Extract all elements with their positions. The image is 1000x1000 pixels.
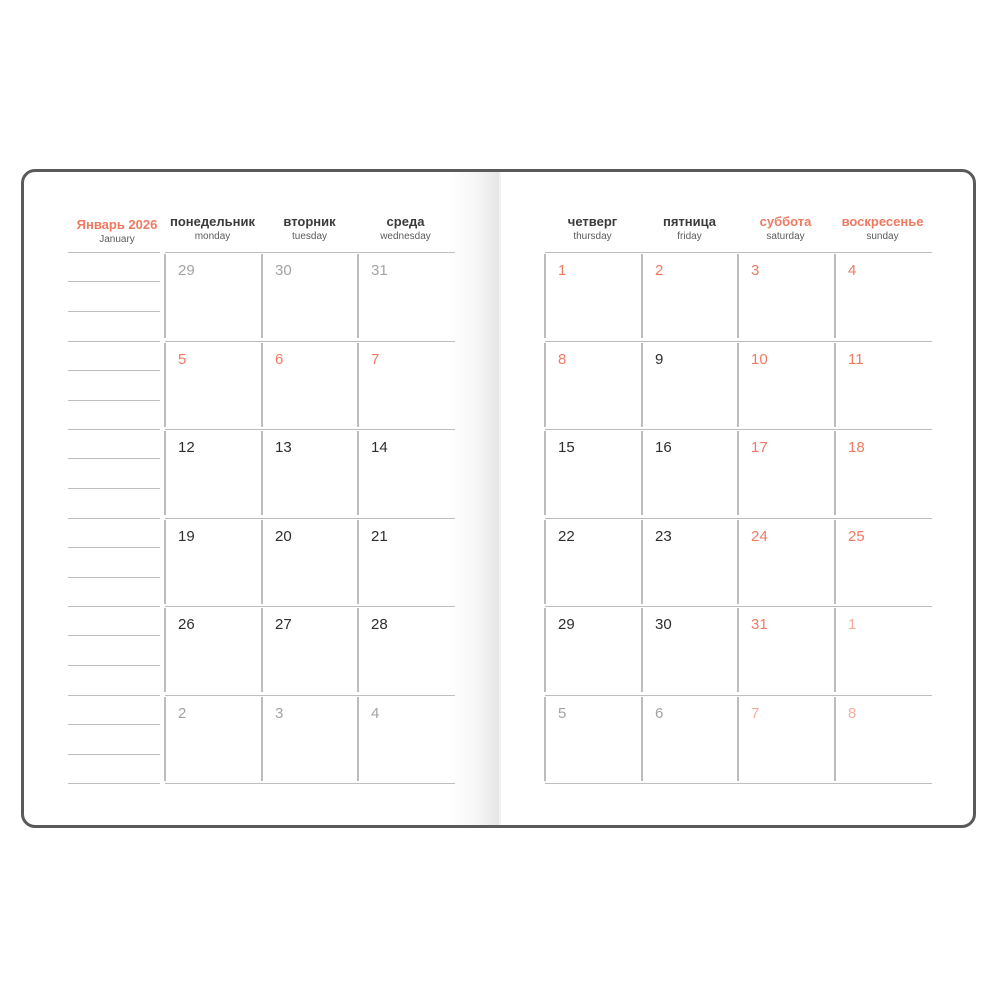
note-line — [68, 488, 160, 489]
note-line — [68, 370, 160, 371]
weekday-label-ru: вторник — [283, 214, 336, 229]
column-rule — [357, 254, 359, 338]
row-rule-left — [165, 695, 455, 696]
note-line — [68, 341, 160, 342]
weekday-label-en: thursday — [573, 231, 612, 242]
day-number: 25 — [848, 528, 865, 545]
day-number: 9 — [655, 351, 664, 368]
weekday-label-en: saturday — [766, 231, 805, 242]
day-number: 13 — [275, 439, 292, 456]
note-line — [68, 281, 160, 282]
note-line — [68, 665, 160, 666]
month-header — [70, 217, 164, 246]
day-number: 27 — [275, 616, 292, 633]
day-number: 26 — [178, 616, 195, 633]
row-rule-left — [165, 252, 455, 253]
column-rule — [834, 343, 836, 427]
day-number: 31 — [371, 262, 388, 279]
column-rule — [164, 343, 166, 427]
note-line — [68, 518, 160, 519]
day-number: 8 — [558, 351, 567, 368]
note-line — [68, 606, 160, 607]
day-number: 14 — [371, 439, 388, 456]
column-rule — [737, 431, 739, 515]
weekday-label-ru: пятница — [662, 214, 717, 229]
row-rule-left — [165, 606, 455, 607]
note-line — [68, 695, 160, 696]
column-rule — [641, 520, 643, 604]
column-rule — [834, 697, 836, 781]
note-line — [68, 724, 160, 725]
column-rule — [261, 254, 263, 338]
day-number: 20 — [275, 528, 292, 545]
day-number: 21 — [371, 528, 388, 545]
column-rule — [544, 431, 546, 515]
column-rule — [357, 431, 359, 515]
weekday-label-en: monday — [194, 231, 231, 242]
column-rule — [164, 254, 166, 338]
weekday-label-en: sunday — [866, 231, 899, 242]
day-number: 6 — [275, 351, 284, 368]
weekday-label-ru: воскресенье — [841, 214, 924, 229]
column-rule — [737, 697, 739, 781]
column-rule — [357, 343, 359, 427]
day-number: 30 — [275, 262, 292, 279]
row-rule-left — [165, 783, 455, 784]
column-rule — [544, 254, 546, 338]
weekday-label-ru: понедельник — [170, 214, 255, 229]
day-number: 5 — [558, 705, 567, 722]
row-rule-left — [165, 518, 455, 519]
column-rule — [544, 697, 546, 781]
column-rule — [641, 431, 643, 515]
weekday-label-en: friday — [677, 231, 702, 242]
note-line — [68, 783, 160, 784]
day-number: 8 — [848, 705, 857, 722]
day-number: 2 — [178, 705, 187, 722]
planner-spread — [21, 169, 976, 828]
row-rule-right — [545, 695, 932, 696]
day-number: 5 — [178, 351, 187, 368]
column-rule — [641, 697, 643, 781]
row-rule-right — [545, 429, 932, 430]
day-number: 29 — [558, 616, 575, 633]
column-rule — [164, 431, 166, 515]
note-line — [68, 252, 160, 253]
day-number: 3 — [751, 262, 760, 279]
day-number: 16 — [655, 439, 672, 456]
column-rule — [737, 520, 739, 604]
row-rule-left — [165, 429, 455, 430]
page-gutter-fold — [499, 172, 501, 825]
column-rule — [641, 254, 643, 338]
column-rule — [164, 697, 166, 781]
day-number: 28 — [371, 616, 388, 633]
day-number: 31 — [751, 616, 768, 633]
column-rule — [164, 608, 166, 692]
weekday-label-ru: четверг — [567, 214, 618, 229]
column-rule — [834, 254, 836, 338]
page-gutter-shadow — [449, 172, 499, 825]
note-line — [68, 429, 160, 430]
column-rule — [164, 520, 166, 604]
day-number: 6 — [655, 705, 664, 722]
column-rule — [261, 697, 263, 781]
day-number: 3 — [275, 705, 284, 722]
row-rule-right — [545, 783, 932, 784]
column-rule — [737, 343, 739, 427]
row-rule-right — [545, 606, 932, 607]
column-rule — [834, 431, 836, 515]
note-line — [68, 400, 160, 401]
day-number: 15 — [558, 439, 575, 456]
column-rule — [544, 520, 546, 604]
row-rule-left — [165, 341, 455, 342]
day-number: 12 — [178, 439, 195, 456]
column-rule — [261, 520, 263, 604]
note-line — [68, 547, 160, 548]
month-subtitle: January — [99, 234, 135, 245]
day-number: 17 — [751, 439, 768, 456]
day-number: 10 — [751, 351, 768, 368]
day-number: 7 — [371, 351, 380, 368]
column-rule — [261, 343, 263, 427]
weekday-label-ru: суббота — [759, 214, 812, 229]
day-number: 4 — [371, 705, 380, 722]
note-line — [68, 311, 160, 312]
column-rule — [641, 343, 643, 427]
row-rule-right — [545, 341, 932, 342]
column-rule — [544, 608, 546, 692]
day-number: 1 — [848, 616, 857, 633]
note-line — [68, 577, 160, 578]
month-title: Январь 2026 — [76, 217, 158, 232]
day-number: 1 — [558, 262, 567, 279]
row-rule-right — [545, 252, 932, 253]
note-line — [68, 635, 160, 636]
weekday-header-wednesday — [348, 214, 463, 243]
note-line — [68, 754, 160, 755]
weekday-label-ru: среда — [386, 214, 425, 229]
column-rule — [544, 343, 546, 427]
day-number: 18 — [848, 439, 865, 456]
day-number: 24 — [751, 528, 768, 545]
day-number: 30 — [655, 616, 672, 633]
day-number: 29 — [178, 262, 195, 279]
day-number: 11 — [848, 351, 864, 368]
column-rule — [834, 520, 836, 604]
day-number: 23 — [655, 528, 672, 545]
column-rule — [357, 608, 359, 692]
column-rule — [737, 254, 739, 338]
note-line — [68, 458, 160, 459]
day-number: 4 — [848, 262, 857, 279]
day-number: 7 — [751, 705, 760, 722]
day-number: 2 — [655, 262, 664, 279]
column-rule — [357, 520, 359, 604]
column-rule — [737, 608, 739, 692]
weekday-header-sunday — [825, 214, 940, 243]
day-number: 19 — [178, 528, 195, 545]
column-rule — [261, 608, 263, 692]
column-rule — [834, 608, 836, 692]
day-number: 22 — [558, 528, 575, 545]
column-rule — [357, 697, 359, 781]
column-rule — [641, 608, 643, 692]
column-rule — [261, 431, 263, 515]
row-rule-right — [545, 518, 932, 519]
weekday-label-en: wednesday — [380, 231, 431, 242]
weekday-label-en: tuesday — [291, 231, 328, 242]
